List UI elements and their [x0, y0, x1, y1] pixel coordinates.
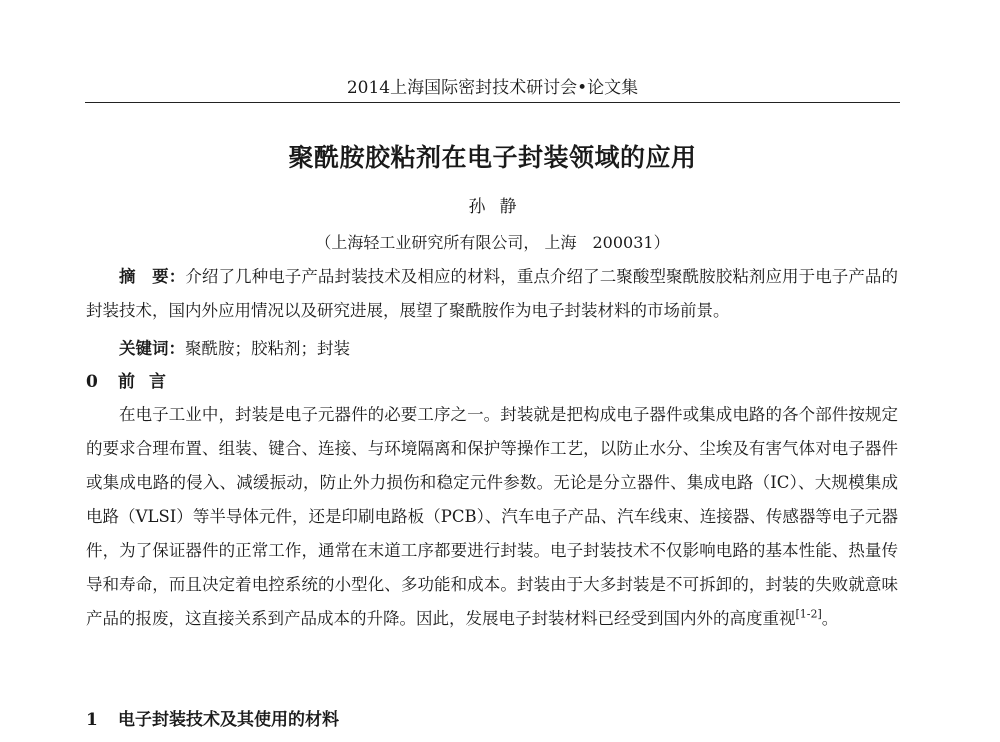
- citation: [1-2]: [795, 607, 822, 621]
- running-header: 2014上海国际密封技术研讨会•论文集: [346, 78, 639, 98]
- section-number: 0: [86, 372, 98, 392]
- section-number: 1: [86, 710, 98, 730]
- intro-body-end: 。: [821, 609, 839, 628]
- author-affiliation: （上海轻工业研究所有限公司， 上海 200031）: [315, 233, 670, 252]
- keywords: [86, 332, 898, 366]
- keywords-label: 关键词：: [119, 339, 185, 358]
- paper-title: 聚酰胺胶粘剂在电子封装领域的应用: [288, 143, 697, 172]
- abstract: [86, 260, 898, 328]
- intro-paragraph: [86, 398, 898, 636]
- section-heading-1: [86, 710, 339, 730]
- keywords-text: 聚酰胺；胶粘剂；封装: [185, 339, 350, 358]
- abstract-text: 介绍了几种电子产品封装技术及相应的材料，重点介绍了二聚酸型聚酰胺胶粘剂应用于电子产品的封装技术，国内外应用情况以及研究进展，展望了聚酰胺作为电子封装材料的市场前景。: [86, 267, 899, 320]
- author-name: 孙静: [468, 197, 531, 217]
- abstract-label: 摘 要：: [119, 267, 186, 286]
- section-title: 电子封装技术及其使用的材料: [118, 710, 339, 730]
- header-rule: [85, 102, 900, 103]
- section-heading-0: [86, 372, 180, 392]
- intro-body: 在电子工业中，封装是电子元器件的必要工序之一。封装就是把构成电子器件或集成电路的各个部件按规定的要求合理布置、组装、键合、连接、与环境隔离和保护等操作工艺，以防止水分、尘埃及有害气体对电子器件或集成电路的侵入、减缓振动，防止外力损伤和稳定元件参数。无论是分立器件、集成电路（IC）、大规模集成电路（VLSI）等半导体元件，还是印刷电路板（PCB）、汽车电子产品、汽车线束、连接器、传感器等电子元器件，为了保证器件的正常工作，通常在末道工序都要进行封装。电子封装技术不仅影响电路的基本性能、热量传导和寿命，而且决定着电控系统的小型化、多功能和成本。封装由于大多封装是不可拆卸的，封装的失败就意味产品的报废，这直接关系到产品成本的升降。因此，发展电子封装材料已经受到国内外的高度重视: [86, 405, 898, 628]
- section-title: 前言: [118, 372, 180, 392]
